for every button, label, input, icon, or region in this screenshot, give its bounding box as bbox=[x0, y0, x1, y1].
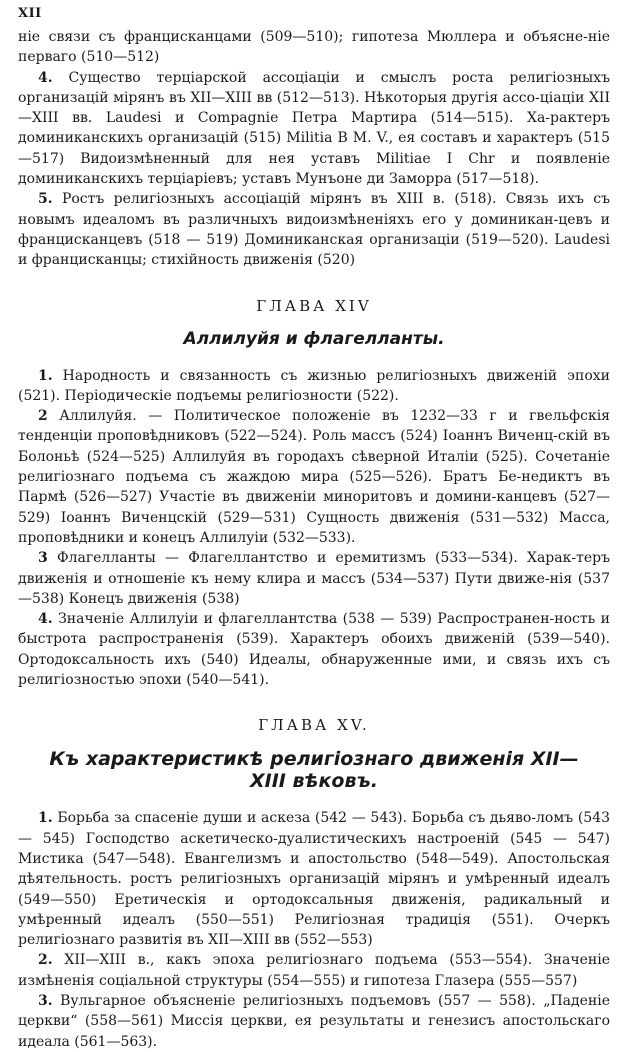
paragraph-text: Значеніе Аллилуіи и флагеллантства (538 — 539) Распространен-ность и быстрота распространенія (539). Характеръ обоихъ движеній (539—540). Ортодоксальность ихъ (540) Идеалы, обнаруженные ими, и связь ихъ съ религіозностью эпохи (540—541). bbox=[18, 611, 610, 689]
paragraph-text: Существо терціарской ассоціаціи и смыслъ роста религіозныхъ организацій мірянъ въ XII—XIII вв (512—513). Нѣкоторыя другія ассо-ціаціи XII—XIII вв. Laudesi и Compagnie Петра Мартира (514—515). Ха-рактеръ доминиканскихъ организацій (515) Militia B M. V., ея составъ и характеръ (515—517) Видоизмѣненный для нея уставъ Militiae I Chr и появленіе доминиканскихъ терціаріевъ; уставъ Мунъоне ди Заморра (517—518). bbox=[18, 69, 610, 188]
paragraph-text: ніе связи съ францисканцами (509—510); гипотеза Мюллера и объясне-ніе перваго (510—512) bbox=[18, 29, 610, 66]
paragraph-number: 5. bbox=[38, 191, 53, 208]
chapter-14-paragraph-1 bbox=[18, 366, 610, 407]
paragraph-number: 3 bbox=[38, 550, 48, 567]
chapter-15-paragraph-1 bbox=[18, 808, 610, 950]
paragraph-text: Аллилуйя. — Политическое положеніе въ 1232—33 г и гвельфскія тенденціи проповѣдниковъ (522—524). Роль массъ (524) Іоаннъ Виченц-скій въ Болоньѣ (524—525) Аллилуйя въ городахъ сѣверной Италіи (525). Сочетаніе религіознаго подъема съ жаждою мира (525—526). Братъ Бе-недиктъ въ Пармѣ (526—527) Участіе въ движеніи миноритовъ и домини-канцевъ (527—529) Іоаннъ Виченцскій (529—531) Сущность движенія (531—532) Масса, проповѣдники и конецъ Аллилуіи (532—533). bbox=[18, 408, 610, 546]
chapter-14-paragraph-3 bbox=[18, 548, 610, 609]
chapter-14-title: Аллилуйя и флагелланты. bbox=[183, 328, 445, 349]
paragraph-text: Флагелланты — Флагеллантство и еремитизмъ (533—534). Харак-теръ движенія и отношеніе къ нему клира и массъ (534—537) Пути движе-нія (537—538) Конецъ движенія (538) bbox=[18, 550, 610, 607]
paragraph-number: 2 bbox=[38, 408, 48, 425]
paragraph-number: 4. bbox=[38, 69, 53, 86]
paragraph-number: 1. bbox=[38, 810, 53, 827]
paragraph-number: 4. bbox=[38, 611, 53, 628]
chapter-15-title-line-1: Къ характеристикѣ религіознаго движенія XII— bbox=[49, 748, 579, 771]
chapter-15-title-line-2: XIII вѣковъ. bbox=[250, 770, 378, 793]
intro-paragraph-1 bbox=[18, 27, 610, 68]
paragraph-number: 2. bbox=[38, 952, 53, 969]
chapter-15-paragraph-3 bbox=[18, 991, 610, 1052]
paragraph-text: XII—XIII в., какъ эпоха религіознаго подъема (553—554). Значеніе измѣненія соціальной структуры (554—555) и гипотеза Глазера (555—557) bbox=[18, 952, 610, 989]
paragraph-number: 3. bbox=[38, 992, 53, 1009]
intro-paragraph-5 bbox=[18, 189, 610, 270]
chapter-15-title bbox=[18, 748, 610, 792]
chapter-14-label: ГЛАВА XIV bbox=[256, 296, 372, 315]
book-page bbox=[18, 6, 610, 1052]
paragraph-text: Ростъ религіозныхъ ассоціацій мірянъ въ XIII в. (518). Связь ихъ съ новымъ идеаломъ въ различныхъ видоизмѣненіяхъ его у доминикан-цевъ и францисканцевъ (518 — 519) Доминиканская организаціи (519—520). Laudesi и францисканцы; стихійность движенія (520) bbox=[18, 191, 610, 269]
chapter-15-label: ГЛАВА XV. bbox=[258, 716, 370, 735]
paragraph-text: Вульгарное объясненіе религіозныхъ подъемовъ (557 — 558). „Паденіе церкви“ (558—561) Миссія церкви, ея результаты и генезисъ апостольскаго идеала (561—563). bbox=[18, 992, 610, 1050]
paragraph-text: Народность и связанность съ жизнью религіозныхъ движеній эпохи (521). Періодическіе подъемы религіозности (522). bbox=[18, 367, 610, 404]
paragraph-number: 1. bbox=[38, 367, 53, 384]
paragraph-text: Борьба за спасеніе души и аскеза (542 — 543). Борьба съ дьяво-ломъ (543 — 545) Господство аскетическо-дуалистическихъ настроеній (545 — 547) Мистика (547—548). Евангелизмъ и апостольство (548—549). Апостольская дѣятельность. ростъ религіозныхъ организацій мірянъ и умѣренный идеалъ (549—550) Еретическія и ортодоксальныя движенія, радикальный и умѣренный идеалъ (550—551) Религіозная традиція (551). Очеркъ религіознаго развитія въ XII—XIII вв (552—553) bbox=[18, 810, 611, 949]
intro-paragraph-4 bbox=[18, 68, 610, 190]
chapter-15-paragraph-2 bbox=[18, 950, 610, 991]
chapter-14-paragraph-2 bbox=[18, 406, 610, 548]
page-number: XII bbox=[18, 6, 42, 21]
chapter-14-paragraph-4 bbox=[18, 609, 610, 690]
